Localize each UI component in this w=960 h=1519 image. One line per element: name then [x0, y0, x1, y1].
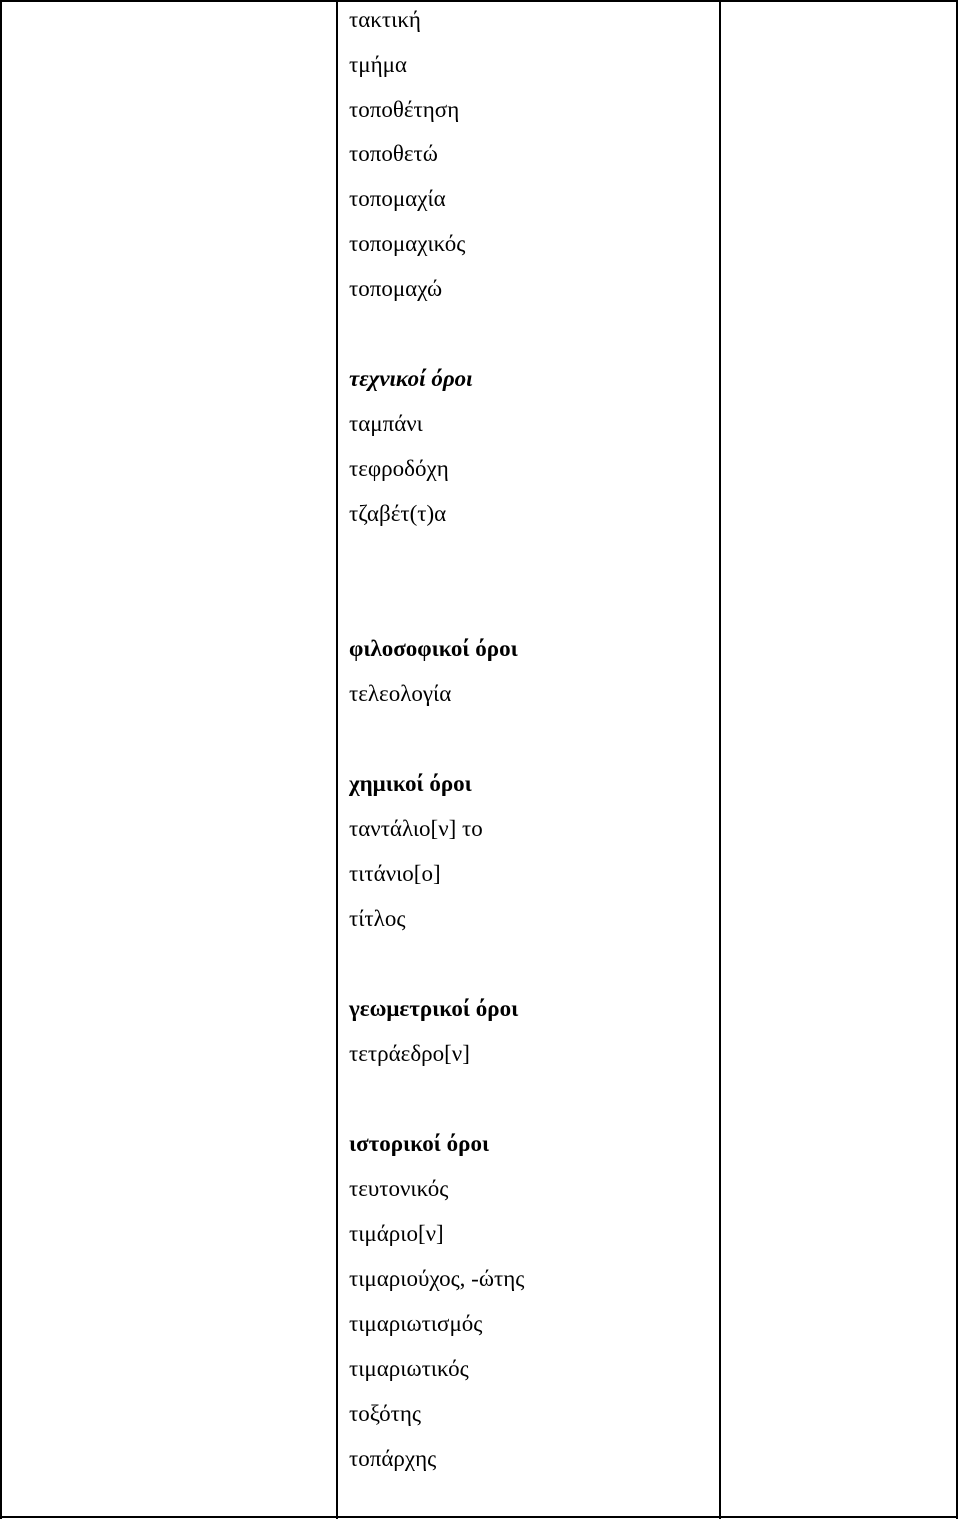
term: τοποθετώ — [349, 141, 438, 166]
section-heading-chemical: χημικοί όροι — [349, 771, 472, 796]
term: ταμπάνι — [349, 411, 423, 436]
term: τοπομαχώ — [349, 276, 443, 301]
table-border-col2 — [719, 0, 721, 1519]
term: τζαβέτ(τ)α — [349, 501, 447, 526]
term: τευτονικός — [349, 1176, 449, 1201]
table-border-right — [956, 0, 958, 1519]
section-heading-technical: τεχνικοί όροι — [349, 366, 473, 391]
term: ταντάλιο[ν] το — [349, 816, 483, 841]
term: τοποθέτηση — [349, 97, 460, 122]
term: τακτική — [349, 7, 421, 32]
term: τοπάρχης — [349, 1446, 437, 1471]
term: τοξότης — [349, 1401, 422, 1426]
term: τιμαριούχος, -ώτης — [349, 1266, 525, 1291]
section-heading-historical: ιστορικοί όροι — [349, 1131, 490, 1156]
section-heading-philosophical: φιλοσοφικοί όροι — [349, 636, 518, 661]
term: τοπομαχικός — [349, 231, 466, 256]
term: τμήμα — [349, 52, 407, 77]
term: τελεολογία — [349, 681, 452, 706]
term: τοπομαχία — [349, 186, 446, 211]
table-border-bottom — [0, 1516, 958, 1518]
term: τιτάνιο[ο] — [349, 861, 441, 886]
term: τιμαριωτικός — [349, 1356, 469, 1381]
term: τιμαριωτισμός — [349, 1311, 483, 1336]
table-border-left — [0, 0, 2, 1519]
table-border-col1 — [336, 0, 338, 1519]
section-heading-geometric: γεωμετρικοί όροι — [349, 996, 519, 1021]
term: τιμάριο[ν] — [349, 1221, 444, 1246]
table-border-top — [0, 0, 958, 2]
term: τίτλος — [349, 906, 406, 931]
term: τεφροδόχη — [349, 456, 449, 481]
term: τετράεδρο[ν] — [349, 1041, 470, 1066]
